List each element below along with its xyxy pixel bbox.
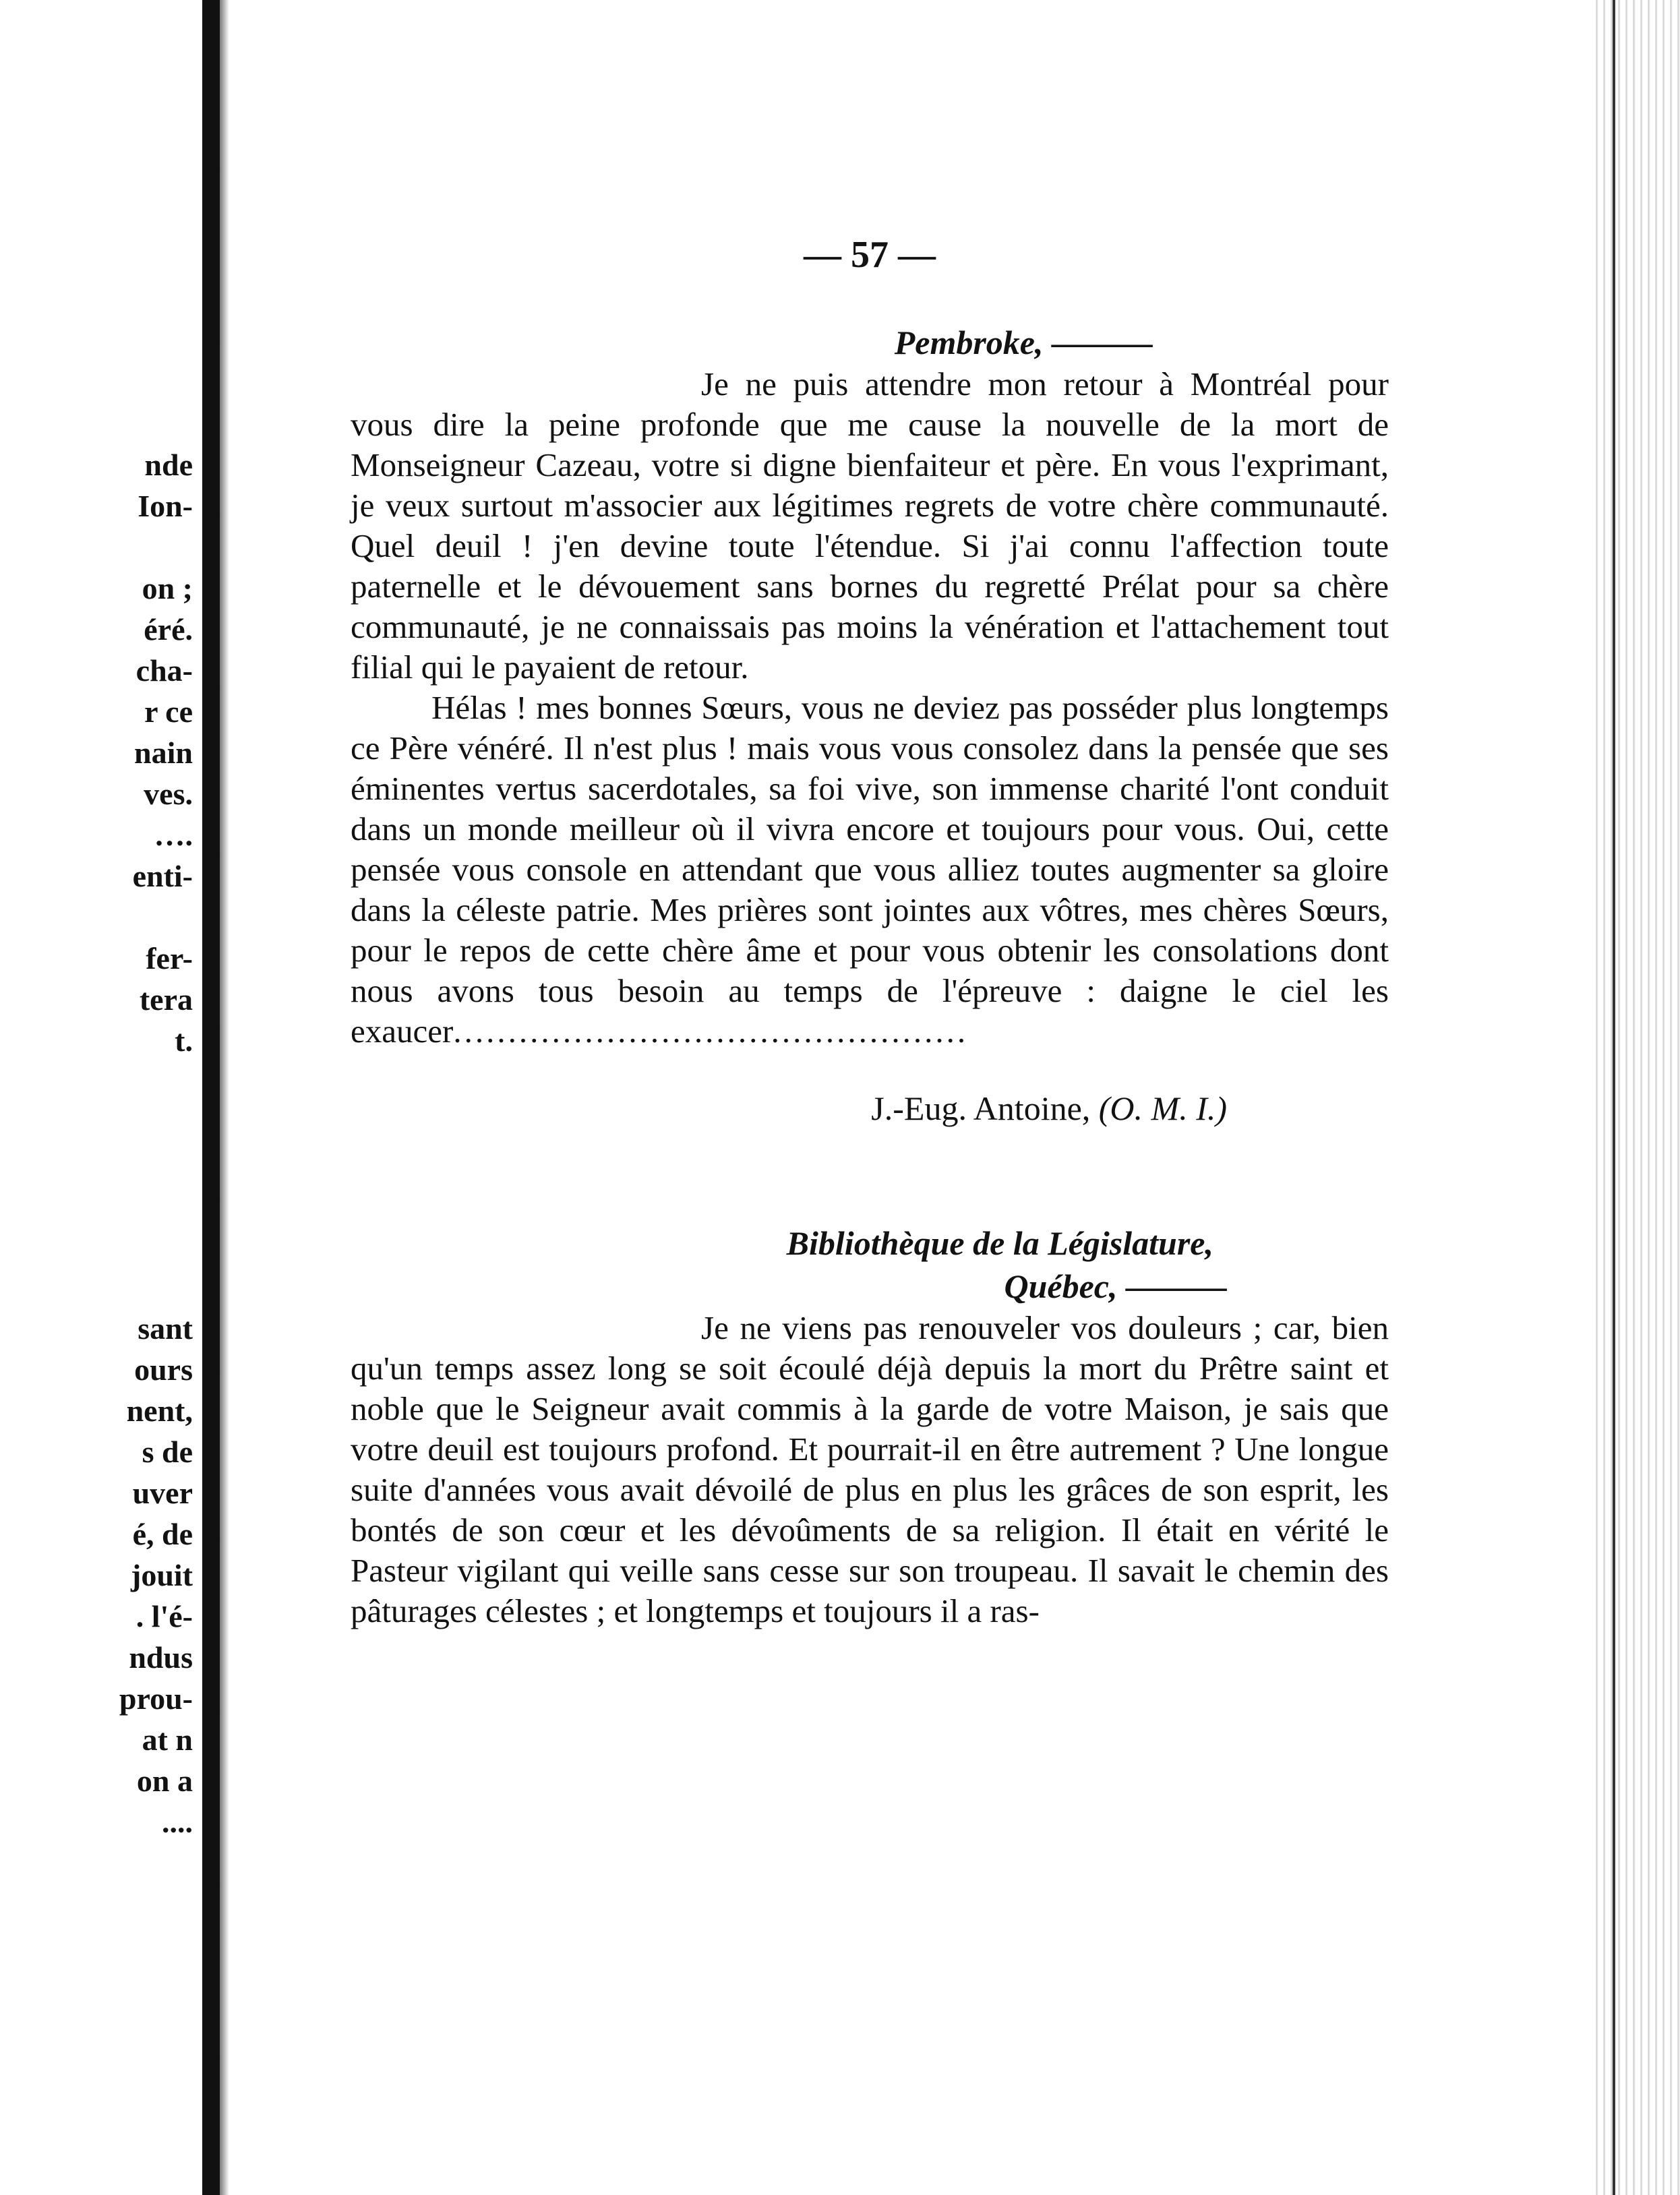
page-number: — 57 — [804, 234, 936, 276]
facing-page-line: at n [142, 1722, 193, 1757]
facing-page-line: éré. [144, 612, 193, 647]
facing-page-line: cha- [136, 653, 193, 688]
letter-pembroke [351, 321, 1389, 1130]
facing-page-line: nde [144, 448, 193, 482]
signature [351, 1087, 1389, 1130]
facing-page-line: …. [154, 818, 193, 852]
gutter-shadow [220, 0, 229, 2195]
facing-page-fragment [0, 445, 202, 1839]
facing-page-line: jouit [131, 1558, 193, 1592]
facing-page-line: on ; [142, 571, 193, 605]
book-gutter [202, 0, 220, 2195]
facing-page-line: s de [142, 1435, 193, 1469]
page-edges [1591, 0, 1680, 2195]
signature-order: (O. M. I.) [1098, 1089, 1227, 1127]
letter-place: Pembroke, ——— [894, 324, 1153, 361]
facing-page-line: nain [134, 735, 193, 770]
page-edge-line [1613, 0, 1615, 2195]
facing-page-line: uver [132, 1476, 193, 1510]
letter-paragraph: Je ne viens pas renouveler vos douleurs ; car, bien qu'un temps assez long se soit écoulé déjà depuis la mort du Prêtre saint et noble que le Seigneur avait commis à la garde de votre Maison, je sais que votre deuil est toujours profond. Et pourrait-il en être autrement ? Une longue suite d'années vous avait dévoilé de plus en plus les grâces de son esprit, les bontés de son cœur et les dévoûments de sa religion. Il était en vérité le Pasteur vigilant qui veille sans cesse sur son troupeau. Il savait le chemin des pâturages célestes ; et longtemps et toujours il a ras- [351, 1309, 1389, 1629]
facing-page-line: . l'é- [136, 1599, 193, 1633]
facing-page-line: ours [134, 1352, 193, 1387]
facing-page-line: ndus [129, 1640, 193, 1675]
book-page [351, 229, 1389, 1631]
facing-page-line: enti- [132, 859, 193, 893]
facing-page-line: fer- [146, 941, 193, 975]
letter-quebec [351, 1222, 1389, 1631]
facing-page-line: tera [139, 982, 193, 1017]
facing-page-line: nent, [126, 1393, 193, 1428]
dot-leader: ............................................... [453, 1013, 969, 1050]
facing-page-line: prou- [119, 1681, 193, 1716]
facing-page-line: r ce [144, 694, 193, 729]
facing-page-line: é, de [132, 1517, 193, 1551]
letter-paragraph: Je ne puis attendre mon retour à Montréal pour vous dire la peine profonde que me cause la nouvelle de la mort de Monseigneur Cazeau, votre si digne bienfaiteur et père. En vous l'exprimant, je veux surtout m'associer aux légitimes regrets de votre chère communauté. Quel deuil ! j'en devine toute l'étendue. Si j'ai connu l'affection toute paternelle et le dévouement sans bornes du regretté Prélat pour sa chère communauté, je ne connaissais pas moins la vénération et l'attachement tout filial qui le payaient de retour. [351, 365, 1389, 686]
letter-paragraph-text: Hélas ! mes bonnes Sœurs, vous ne deviez pas posséder plus longtemps ce Père vénéré. Il n'est plus ! mais vous vous consolez dans la pensée que ses éminentes vertus sacerdotales, sa foi vive, son immense charité l'ont conduit dans un monde meilleur où il vivra encore et toujours pour vous. Oui, cette pensée vous console en attendant que vous alliez toutes augmenter sa gloire dans la céleste patrie. Mes prières sont jointes aux vôtres, mes chères Sœurs, pour le repos de cette chère âme et pour vous obtenir les consolations dont nous avons tous besoin au temps de l'épreuve : daigne le ciel les exaucer [351, 689, 1389, 1050]
facing-page-line: on a [136, 1764, 193, 1798]
letter-place: Bibliothèque de la Législature, [786, 1224, 1213, 1262]
facing-page-line: .... [162, 1805, 193, 1839]
letter-place-city: Québec, ——— [1004, 1267, 1227, 1305]
facing-page-line: Ion- [138, 489, 193, 523]
facing-page-line: ves. [144, 777, 193, 811]
signature-name: J.-Eug. Antoine, [871, 1089, 1091, 1127]
letter-paragraph [351, 688, 1389, 1052]
facing-page-line: sant [138, 1311, 193, 1346]
facing-page-line: t. [175, 1023, 193, 1058]
